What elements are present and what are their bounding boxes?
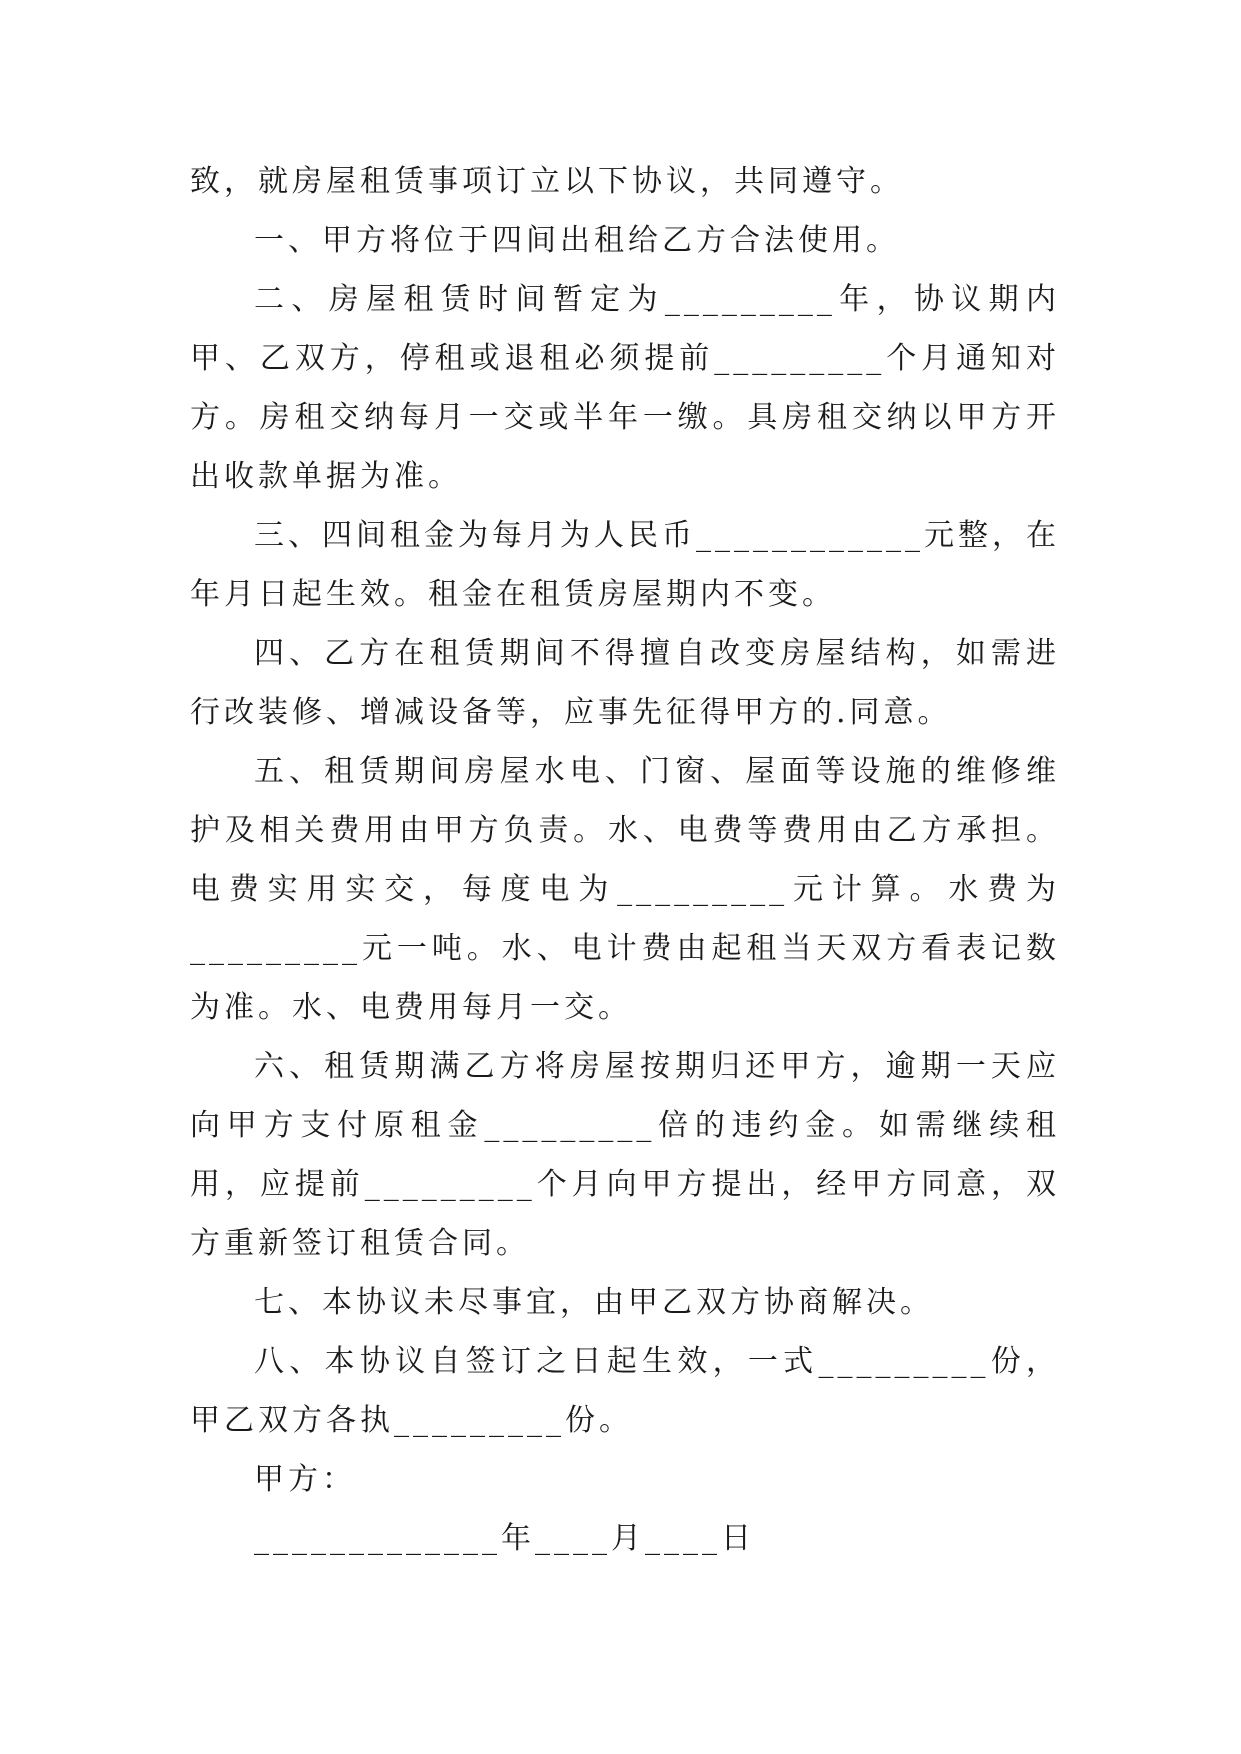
agreement-body [190,152,1060,1568]
clause-2: 二、房屋租赁时间暂定为_________年，协议期内甲、乙双方，停租或退租必须提前_________个月通知对方。房租交纳每月一交或半年一缴。具房租交纳以甲方开出收款单据为准。 [190,282,1060,494]
clause-6: 六、租赁期满乙方将房屋按期归还甲方，逾期一天应向甲方支付原租金_________倍的违约金。如需继续租用，应提前_________个月向甲方提出，经甲方同意，双方重新签订租赁合同。 [190,1049,1060,1261]
signature-date: _____________年____月____日 [254,1521,755,1556]
clause-8: 八、本协议自签订之日起生效，一式_________份，甲乙双方各执_________份。 [190,1344,1060,1438]
clause-4: 四、乙方在租赁期间不得擅自改变房屋结构，如需进行改装修、增减设备等，应事先征得甲方的.同意。 [190,636,1060,730]
clause-3: 三、四间租金为每月为人民币____________元整，在年月日起生效。租金在租赁房屋期内不变。 [190,518,1060,612]
clause-1: 一、甲方将位于四间出租给乙方合法使用。 [254,223,900,258]
clause-7: 七、本协议未尽事宜，由甲乙双方协商解决。 [254,1285,934,1320]
clause-5: 五、租赁期间房屋水电、门窗、屋面等设施的维修维护及相关费用由甲方负责。水、电费等费用由乙方承担。电费实用实交，每度电为_________元计算。水费为_________元一吨。水、电计费由起租当天双方看表记数为准。水、电费用每月一交。 [190,754,1060,1025]
paragraph-intro: 致，就房屋租赁事项订立以下协议，共同遵守。 [190,164,904,199]
signature-party-a: 甲方： [254,1462,356,1497]
